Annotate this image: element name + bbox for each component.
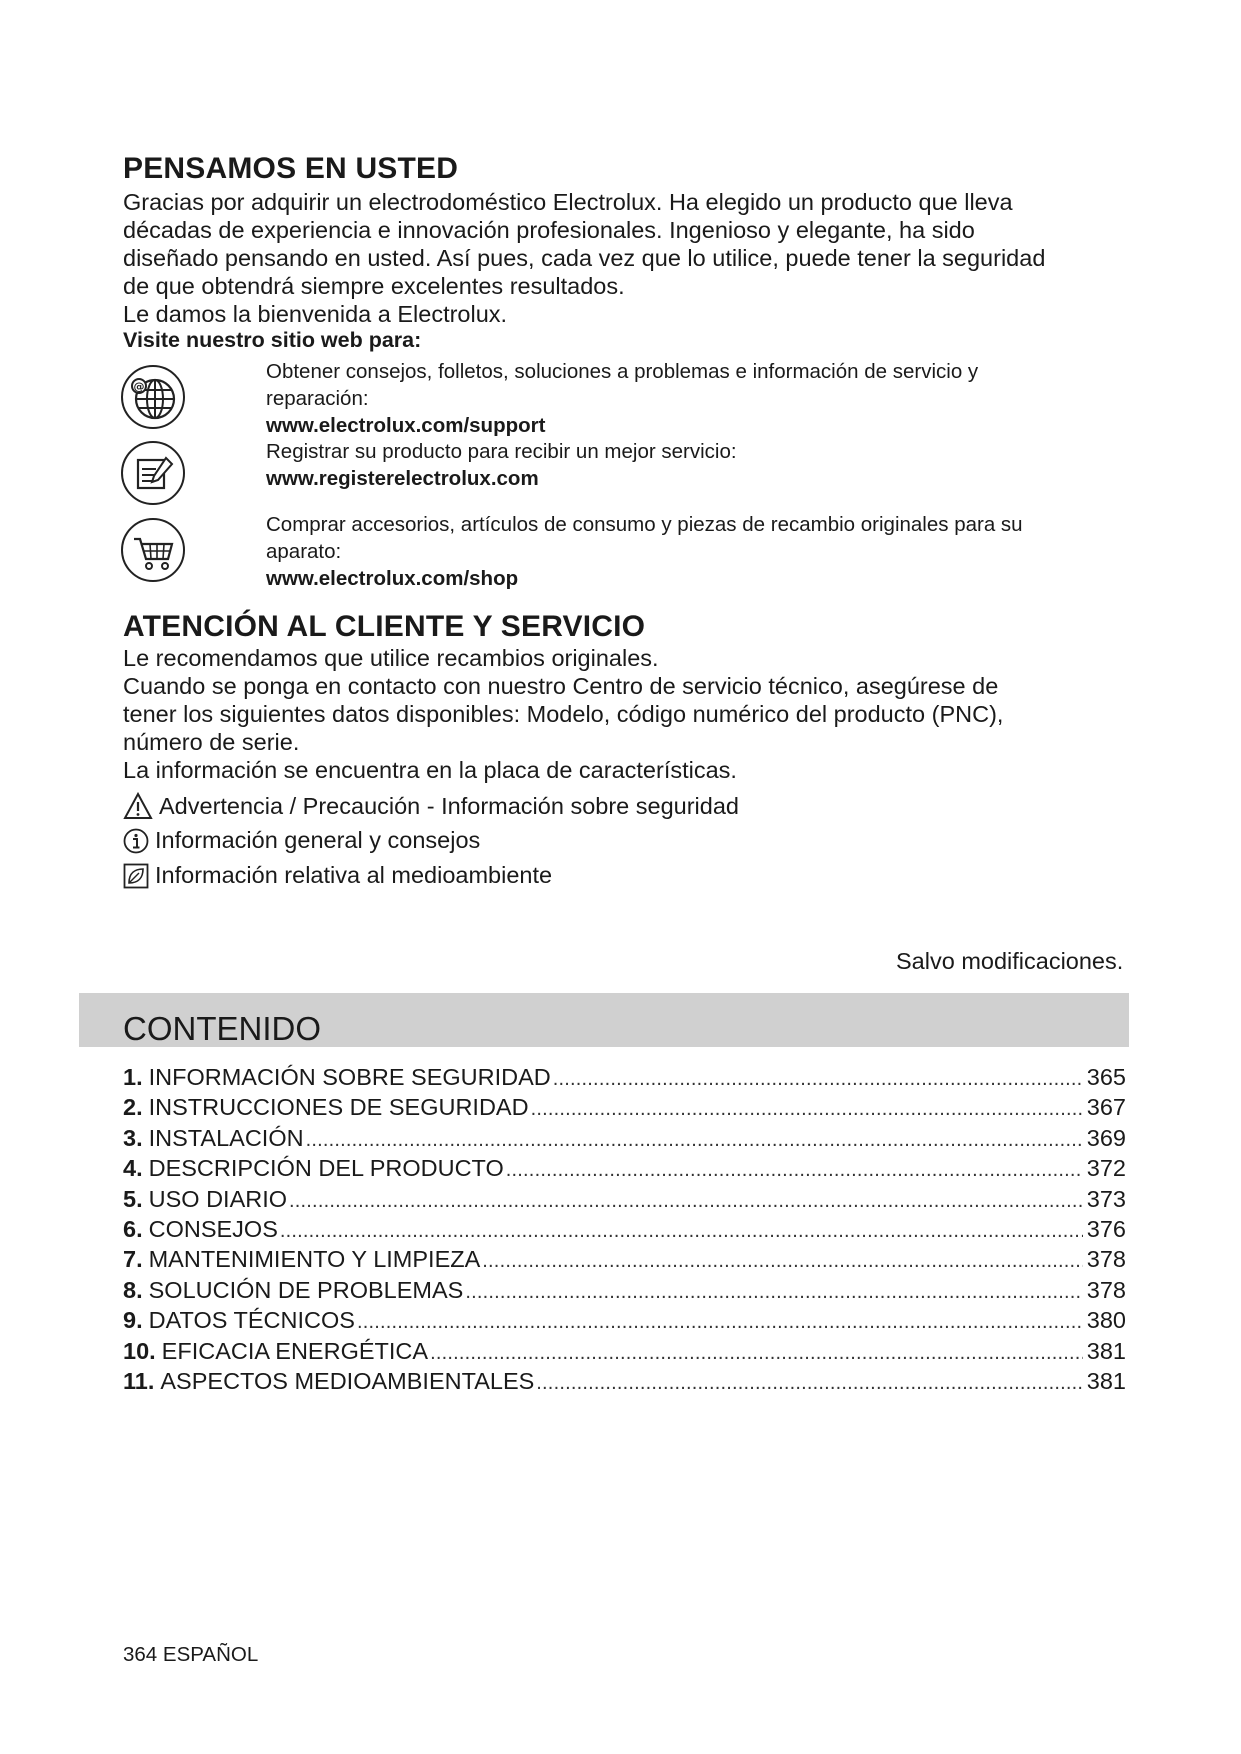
web-item-text: Registrar su producto para recibir un mejor servicio: [266,440,737,463]
toc-label: INSTALACIÓN [148,1124,304,1151]
web-item-register [266,438,737,492]
modifications-note: Salvo modificaciones. [896,948,1124,974]
table-of-contents [123,1064,1126,1398]
toc-number: 8. [123,1276,143,1303]
toc-entry[interactable] [123,1368,1126,1398]
intro-line: Gracias por adquirir un electrodoméstico Electrolux. Ha elegido un producto que lleva [123,189,1013,215]
toc-entry[interactable] [123,1155,1126,1185]
toc-label: EFICACIA ENERGÉTICA [161,1337,429,1364]
service-line: La información se encuentra en la placa de características. [123,757,737,783]
toc-entry[interactable] [123,1186,1126,1216]
toc-entry[interactable] [123,1246,1126,1276]
toc-label: SOLUCIÓN DE PROBLEMAS [148,1276,464,1303]
toc-label: DESCRIPCIÓN DEL PRODUCTO [148,1155,504,1182]
toc-leader [289,1186,1083,1213]
register-url-link[interactable]: www.registerelectrolux.com [266,467,539,490]
toc-leader [553,1064,1083,1091]
toc-page: 381 [1086,1337,1126,1364]
toc-page: 372 [1086,1155,1126,1182]
toc-label: CONSEJOS [148,1215,278,1242]
toc-label: INFORMACIÓN SOBRE SEGURIDAD [148,1064,551,1090]
web-item-support [266,358,978,439]
support-url-link[interactable]: www.electrolux.com/support [266,414,546,437]
intro-line: diseñado pensando en usted. Así pues, cada vez que lo utilice, puede tener la seguridad [123,245,1046,271]
toc-label: MANTENIMIENTO Y LIMPIEZA [148,1246,481,1273]
intro-line: de que obtendrá siempre excelentes resultados. [123,273,625,299]
toc-entry[interactable] [123,1307,1126,1337]
toc-number: 1. [123,1064,143,1090]
service-paragraph [123,644,1003,784]
legend-warning [123,792,739,820]
toc-entry[interactable] [123,1064,1126,1094]
register-icon [120,440,186,506]
legend-text: Advertencia / Precaución - Información sobre seguridad [159,792,739,819]
toc-leader [531,1094,1083,1121]
toc-page: 367 [1086,1094,1126,1121]
service-title: ATENCIÓN AL CLIENTE Y SERVICIO [123,610,646,643]
toc-leader [536,1368,1082,1395]
service-line: número de serie. [123,729,300,755]
toc-leader [506,1155,1083,1182]
intro-line: Le damos la bienvenida a Electrolux. [123,301,508,327]
service-line: Cuando se ponga en contacto con nuestro Centro de servicio técnico, asegúrese de [123,673,999,699]
toc-page: 378 [1086,1276,1126,1303]
toc-label: INSTRUCCIONES DE SEGURIDAD [148,1094,529,1121]
toc-page: 369 [1086,1124,1126,1151]
toc-number: 9. [123,1307,143,1334]
toc-number: 2. [123,1094,143,1121]
shop-cart-icon [120,517,186,583]
shop-url-link[interactable]: www.electrolux.com/shop [266,567,519,590]
web-item-text: aparato: [266,540,342,563]
toc-label: ASPECTOS MEDIOAMBIENTALES [160,1367,535,1394]
toc-number: 3. [123,1124,143,1151]
page-footer: 364 ESPAÑOL [123,1643,259,1666]
toc-leader [306,1125,1083,1152]
warning-icon [123,792,153,820]
toc-entry[interactable] [123,1338,1126,1368]
web-item-text: Comprar accesorios, artículos de consumo y piezas de recambio originales para su [266,513,1023,536]
web-item-text: Obtener consejos, folletos, soluciones a problemas e información de servicio y [266,360,979,383]
intro-line: décadas de experiencia e innovación profesionales. Ingenioso y elegante, ha sido [123,217,975,243]
toc-label: DATOS TÉCNICOS [148,1307,355,1334]
toc-page: 378 [1086,1246,1126,1273]
toc-leader [465,1277,1082,1304]
toc-entry[interactable] [123,1094,1126,1124]
svg-text:@: @ [133,380,145,393]
toc-page: 381 [1086,1367,1126,1394]
service-line: tener los siguientes datos disponibles: Modelo, código numérico del producto (PNC), [123,701,1004,727]
toc-number: 10. [123,1337,156,1364]
toc-page: 365 [1086,1064,1126,1090]
legend-text: Información general y consejos [155,827,481,853]
toc-page: 373 [1086,1185,1126,1212]
toc-number: 11. [123,1367,155,1394]
toc-number: 4. [123,1155,143,1182]
environment-icon [123,863,149,889]
visit-label: Visite nuestro sitio web para: [123,328,422,352]
toc-entry[interactable] [123,1125,1126,1155]
legend-info [123,827,480,854]
toc-leader [482,1246,1082,1273]
toc-entry[interactable] [123,1216,1126,1246]
toc-number: 6. [123,1215,143,1242]
web-item-shop [266,511,1023,592]
web-item-text: reparación: [266,387,369,410]
toc-page: 380 [1086,1307,1126,1334]
intro-title: PENSAMOS EN USTED [123,152,459,185]
toc-leader [430,1338,1083,1365]
toc-entry[interactable] [123,1277,1126,1307]
toc-title: CONTENIDO [123,1010,321,1047]
toc-page: 376 [1086,1215,1126,1242]
info-icon [123,828,149,854]
globe-icon [120,364,186,430]
service-line: Le recomendamos que utilice recambios originales. [123,645,659,671]
toc-number: 5. [123,1185,143,1212]
toc-number: 7. [123,1246,143,1273]
toc-leader [280,1216,1083,1243]
legend-environment [123,862,552,889]
legend-text: Información relativa al medioambiente [155,862,553,888]
intro-paragraph [123,188,1045,328]
toc-leader [357,1307,1083,1334]
toc-label: USO DIARIO [148,1185,288,1212]
